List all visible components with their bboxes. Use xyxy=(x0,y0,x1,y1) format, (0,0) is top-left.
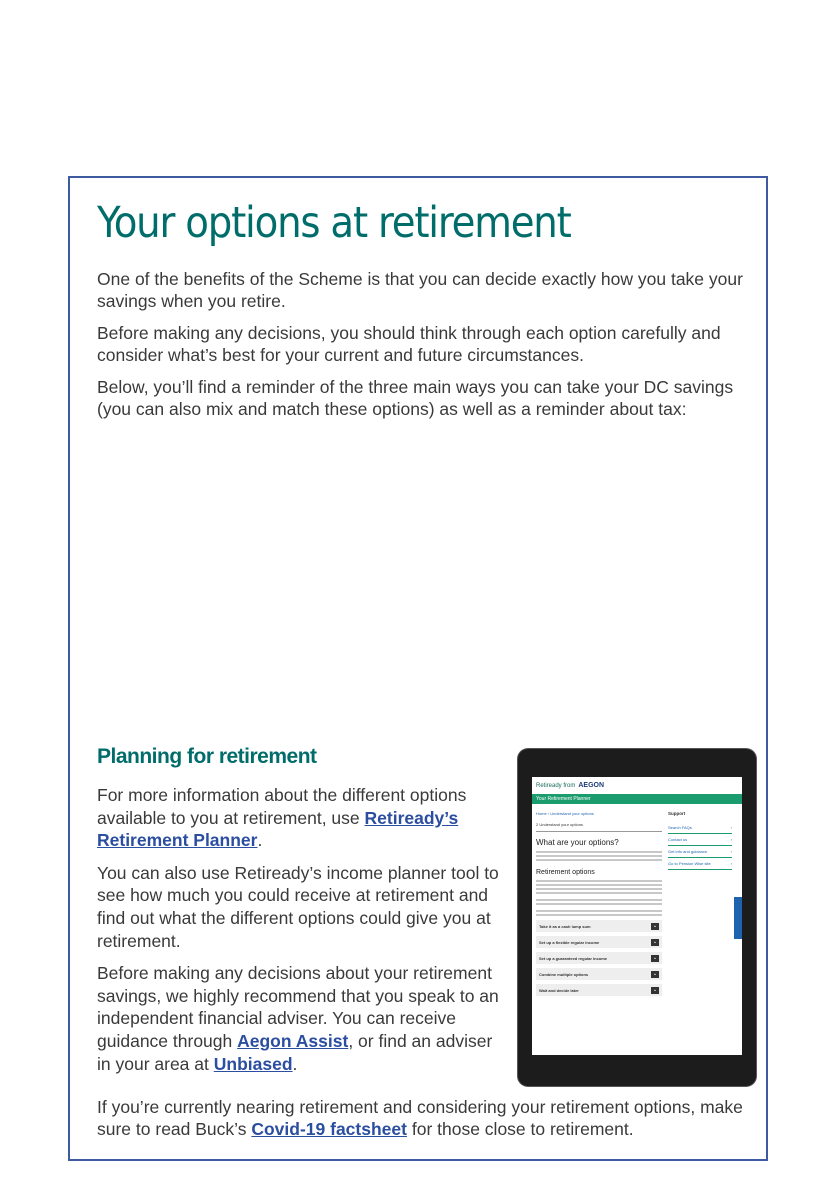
tablet-support-label: Support xyxy=(668,811,686,816)
retirement-planner-link[interactable]: Retiready’s Retirement Planner xyxy=(97,807,459,851)
outro-text xyxy=(97,1096,757,1140)
intro-paragraph-3: Below, you’ll find a reminder of the three main ways you can take your DC savings (you can also mix and match these options) as well as a reminder about tax: xyxy=(97,377,734,419)
chevron-right-icon: › xyxy=(730,849,732,854)
planning-paragraph-3: Before making any decisions about your retirement savings, we highly recommend that you speak to an independent financial adviser. You can receive guidance through Aegon Assist, or find an adviser in your area at Unbiased. xyxy=(97,963,499,1074)
chevron-down-icon: ⌄ xyxy=(652,938,658,945)
chevron-down-icon: ⌄ xyxy=(652,970,658,977)
planning-paragraph-1: For more information about the different options available to you at retirement, use Retiready’s Retirement Planner. xyxy=(97,785,467,851)
page-title: Your options at retirement xyxy=(97,198,571,248)
intro-paragraph-2: Before making any decisions, you should think through each option carefully and consider what’s best for your current and future circumstances. xyxy=(97,323,721,365)
chevron-right-icon: › xyxy=(730,825,732,830)
chevron-down-icon: ⌄ xyxy=(652,986,658,993)
tablet-heading-1: What are your options? xyxy=(536,838,619,847)
chevron-right-icon: › xyxy=(730,861,732,866)
tablet-side-link: Get info and guidance › xyxy=(668,846,732,858)
intro-paragraph-1: One of the benefits of the Scheme is that you can decide exactly how you take your savings when you retire. xyxy=(97,269,743,311)
tablet-screen xyxy=(532,777,742,1055)
chevron-right-icon: › xyxy=(730,837,732,842)
chevron-down-icon: ⌄ xyxy=(652,954,658,961)
aegon-assist-link[interactable]: Aegon Assist xyxy=(237,1030,349,1051)
tablet-option: Set up a flexible regular income ⌄ xyxy=(536,936,662,948)
tablet-side-link: Search FAQs › xyxy=(668,822,732,834)
planning-text xyxy=(97,784,507,1085)
intro-text xyxy=(97,268,747,430)
planning-paragraph-2: You can also use Retiready’s income planner tool to see how much you could receive at retirement and find out what the different options could give you at retirement. xyxy=(97,862,499,951)
tablet-side-link: Contact us › xyxy=(668,834,732,846)
tablet-main xyxy=(536,811,662,1000)
tablet-option: Set up a guaranteed regular income ⌄ xyxy=(536,952,662,964)
tablet-title-bar: Your Retirement Planner xyxy=(532,794,742,804)
covid-factsheet-link[interactable]: Covid-19 factsheet xyxy=(251,1119,407,1139)
tablet-breadcrumb: Home › Understand your options xyxy=(536,811,594,816)
aegon-logo: AEGON xyxy=(578,782,605,789)
tablet-heading-2: Retirement options xyxy=(536,869,595,876)
tablet-brand: Retiready xyxy=(536,782,562,789)
tablet-sidebar xyxy=(668,811,732,870)
tablet-feedback-tab xyxy=(734,897,742,939)
unbiased-link[interactable]: Unbiased xyxy=(213,1053,293,1074)
tablet-option: Take it as a cash lump sum ⌄ xyxy=(536,920,662,932)
tablet-image xyxy=(518,749,756,1086)
planning-heading: Planning for retirement xyxy=(97,745,317,768)
tablet-side-link: Go to Pension Wise site › xyxy=(668,858,732,870)
tablet-option: Wait and decide later ⌄ xyxy=(536,984,662,996)
chevron-down-icon: ⌄ xyxy=(652,922,658,929)
tablet-step: 2 Understand your options xyxy=(536,822,662,832)
tablet-header: Retiready from AEGON xyxy=(536,782,605,789)
tablet-option: Combine multiple options ⌄ xyxy=(536,968,662,980)
outro-paragraph: If you’re currently nearing retirement and considering your retirement options, make sure to read Buck’s Covid-19 factsheet for those close to retirement. xyxy=(97,1097,743,1139)
